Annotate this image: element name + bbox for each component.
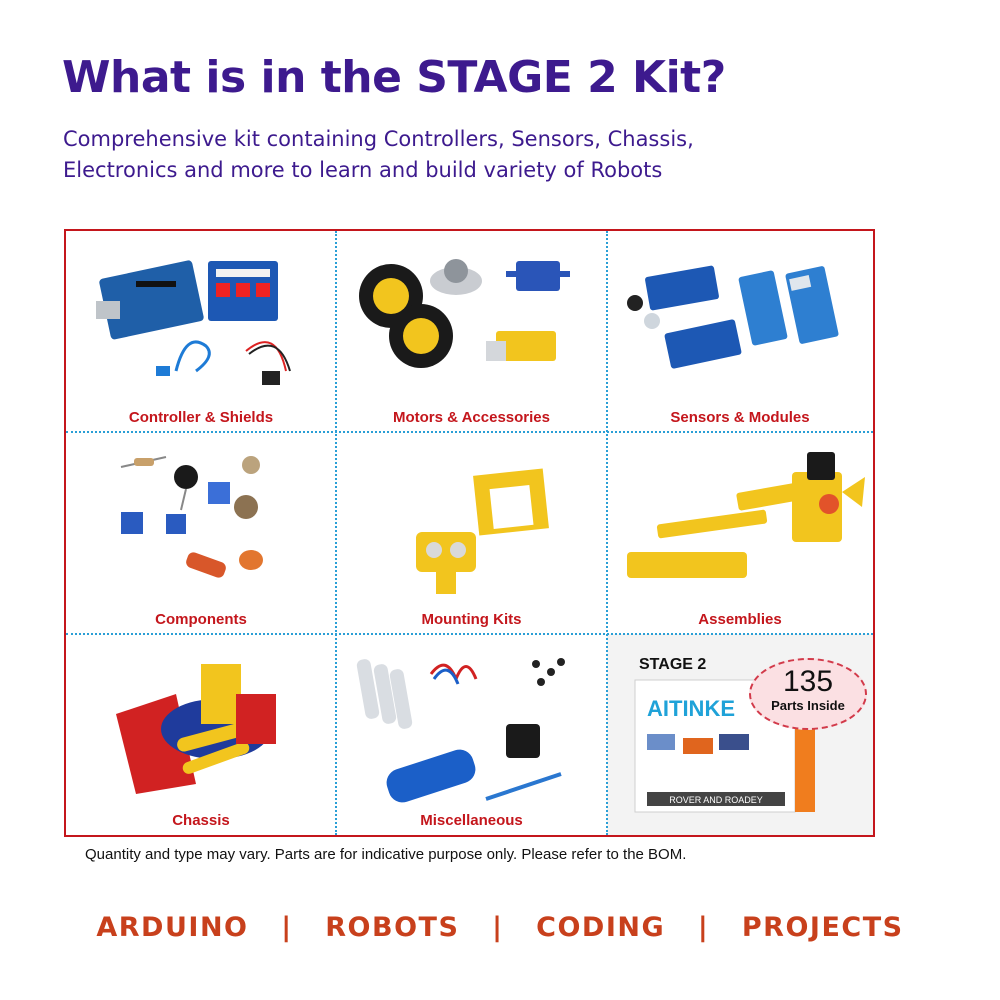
grid-divider-vertical xyxy=(335,231,337,835)
cell-controller-shields xyxy=(66,231,336,432)
grid-divider-horizontal xyxy=(66,431,873,433)
cell-chassis xyxy=(66,634,336,835)
cell-sensors-modules xyxy=(607,231,873,432)
arduino-board-icon xyxy=(66,231,336,411)
parts-count-badge xyxy=(749,658,867,730)
category-label: Controller & Shields xyxy=(128,409,274,426)
kit-box-caption: ROVER AND ROADEY xyxy=(669,795,763,805)
battery-cable-icon xyxy=(336,634,607,814)
subtitle-line-1: Comprehensive kit containing Controllers, Sensors, Chassis, xyxy=(63,127,694,151)
category-label: Miscellaneous xyxy=(420,812,523,829)
parts-text: Parts Inside xyxy=(771,698,845,713)
stage-label: STAGE 2 xyxy=(639,656,707,673)
kit-box-brand: AITINKE xyxy=(647,696,735,721)
tagline: ARDUINO | ROBOTS | CODING | PROJECTS xyxy=(96,912,904,943)
parts-count: 135 xyxy=(782,665,834,698)
cell-components xyxy=(66,432,336,634)
category-label: Sensors & Modules xyxy=(670,409,810,426)
category-label: Components xyxy=(155,611,247,628)
category-label: Chassis xyxy=(172,812,230,829)
cell-mounting-kits xyxy=(336,432,607,634)
resistor-capacitor-icon xyxy=(66,432,336,612)
disclaimer-text: Quantity and type may vary. Parts are for indicative purpose only. Please refer to the BOM. xyxy=(85,846,687,863)
mounting-bracket-icon xyxy=(336,432,607,612)
wheel-motor-icon xyxy=(336,231,607,411)
chassis-parts-icon xyxy=(66,634,336,814)
kit-contents-grid xyxy=(64,229,875,837)
grid-divider-vertical xyxy=(606,231,608,835)
grid-divider-horizontal xyxy=(66,633,873,635)
subtitle-line-2: Electronics and more to learn and build variety of Robots xyxy=(63,158,663,182)
category-label: Mounting Kits xyxy=(421,611,522,628)
cell-motors-accessories xyxy=(336,231,607,432)
category-label: Motors & Accessories xyxy=(392,409,550,426)
cell-assemblies xyxy=(607,432,873,634)
page-subtitle xyxy=(63,124,923,186)
sensor-module-icon xyxy=(607,231,873,411)
category-label: Assemblies xyxy=(698,611,782,628)
robot-arm-icon xyxy=(607,432,873,612)
cell-miscellaneous xyxy=(336,634,607,835)
page-title: What is in the STAGE 2 Kit? xyxy=(62,52,726,103)
cell-kit-box xyxy=(607,634,873,835)
